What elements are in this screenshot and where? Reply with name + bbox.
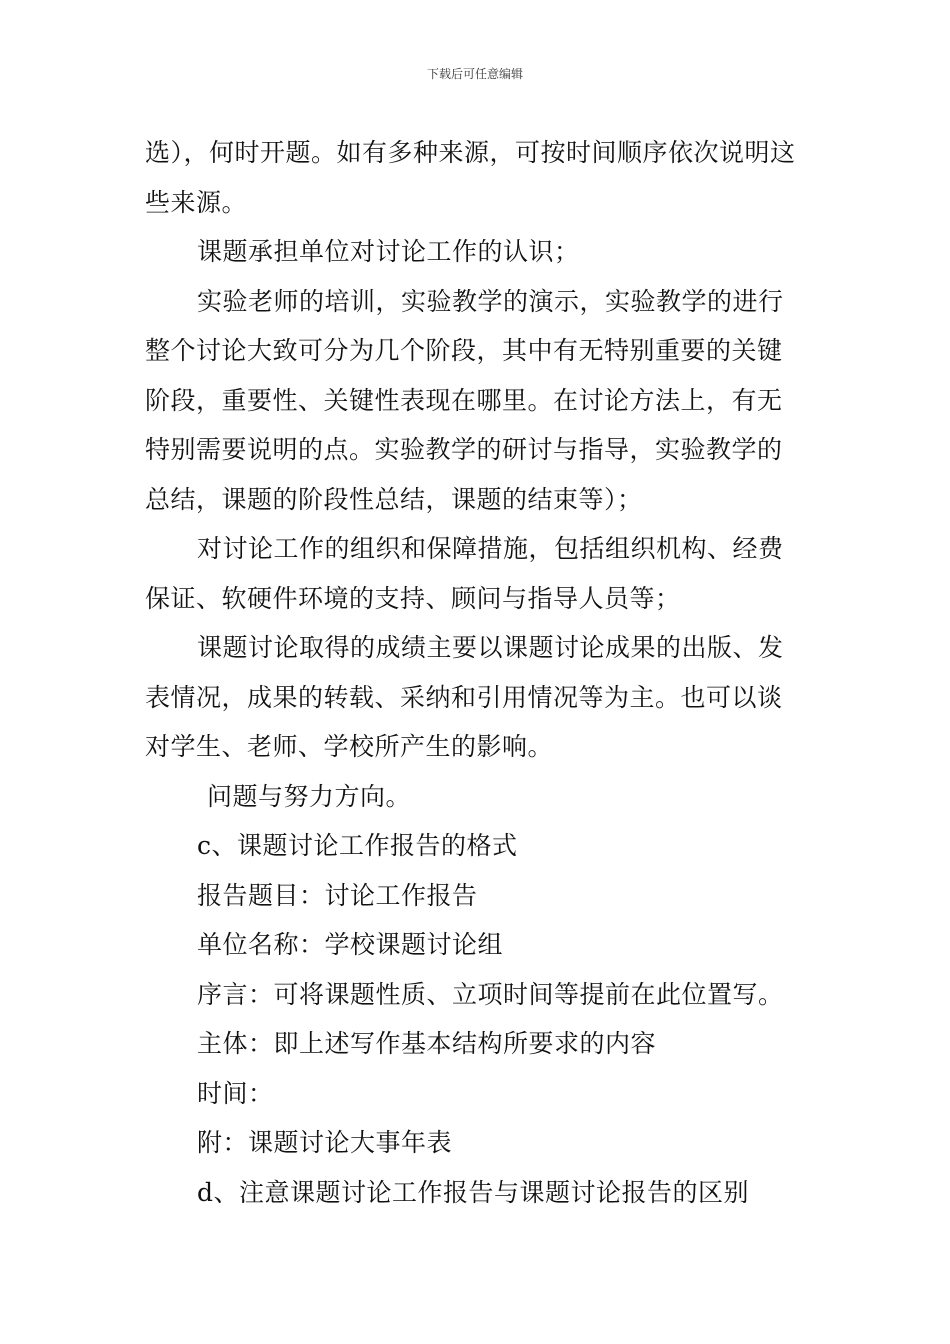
format-unit-name: 单位名称：学校课题讨论组	[197, 930, 504, 959]
paragraph-continuation-line-2: 些来源。	[145, 187, 248, 217]
paragraph-organization-line-2: 保证、软硬件环境的支持、顾问与指导人员等；	[145, 583, 681, 613]
paragraph-results-line-1: 课题讨论取得的成绩主要以课题讨论成果的出版、发	[197, 633, 784, 662]
format-time: 时间：	[197, 1078, 274, 1108]
section-heading-c: c、课题讨论工作报告的格式	[197, 831, 518, 860]
format-report-title: 报告题目：讨论工作报告	[197, 880, 478, 910]
paragraph-process-line-5: 总结，课题的阶段性总结，课题的结束等）；	[145, 484, 643, 514]
paragraph-process-line-1: 实验老师的培训，实验教学的演示，实验教学的进行	[197, 286, 784, 316]
section-heading-d: d、注意课题讨论工作报告与课题讨论报告的区别	[197, 1177, 750, 1207]
format-preface: 序言：可将课题性质、立项时间等提前在此位置写。	[197, 979, 784, 1009]
paragraph-results-line-3: 对学生、老师、学校所产生的影响。	[145, 732, 554, 761]
paragraph-process-line-3: 阶段，重要性、关键性表现在哪里。在讨论方法上，有无	[145, 385, 783, 415]
page-header: 下载后可任意编辑	[426, 67, 523, 81]
paragraph-problems: 问题与努力方向。	[207, 781, 412, 811]
paragraph-organization-line-1: 对讨论工作的组织和保障措施，包括组织机构、经费	[197, 534, 784, 563]
paragraph-continuation-line-1: 选），何时开题。如有多种来源，可按时间顺序依次说明这	[145, 138, 796, 167]
paragraph-process-line-4: 特别需要说明的点。实验教学的研讨与指导，实验教学的	[145, 435, 783, 464]
document-body	[145, 128, 810, 1217]
format-appendix: 附：课题讨论大事年表	[197, 1128, 453, 1157]
format-main-body: 主体：即上述写作基本结构所要求的内容	[197, 1029, 657, 1058]
paragraph-understanding: 课题承担单位对讨论工作的认识；	[197, 237, 580, 266]
paragraph-process-line-2: 整个讨论大致可分为几个阶段，其中有无特别重要的关键	[145, 336, 783, 365]
paragraph-results-line-2: 表情况，成果的转载、采纳和引用情况等为主。也可以谈	[145, 682, 783, 712]
